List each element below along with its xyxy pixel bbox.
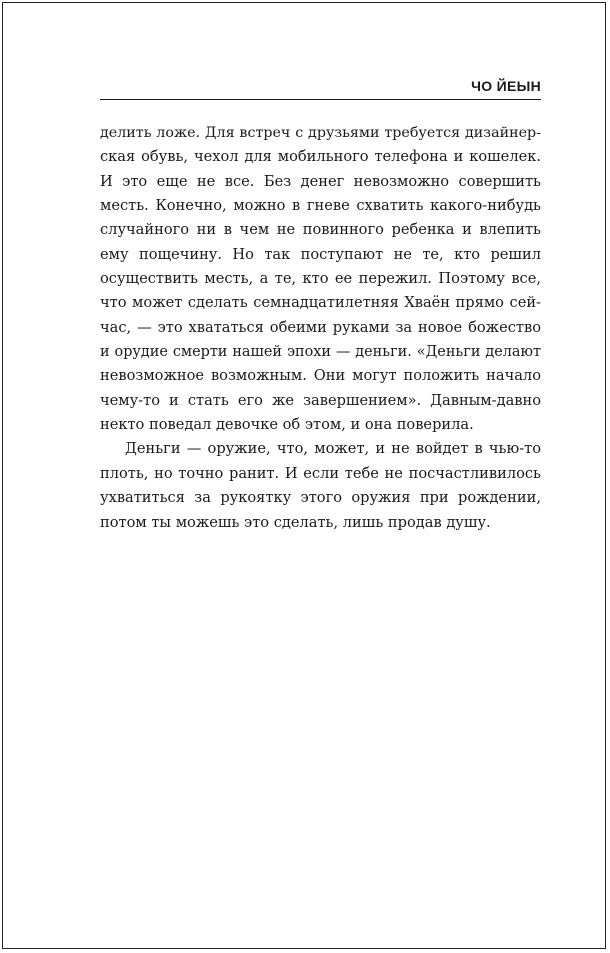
running-head-author: ЧО ЙЕЫН — [471, 78, 541, 94]
text-line: ему пощечину. Но так поступают не те, кто решил — [100, 245, 541, 263]
text-line: потом ты можешь это сделать, лишь продав душу. — [100, 513, 491, 531]
text-line: плоть, но точно ранит. И если тебе не посчастливилось — [100, 464, 541, 482]
text-line: некто поведал девочке об этом, и она поверила. — [100, 416, 474, 434]
text-line: осуществить месть, а те, кто ее пережил. Поэтому все, — [100, 270, 541, 288]
text-line: ская обувь, чехол для мобильного телефона и кошелек. — [100, 148, 541, 166]
text-line: Деньги — оружие, что, может, и не войдет в чью-то — [125, 440, 541, 458]
text-line: месть. Конечно, можно в гневе схватить какого-нибудь — [100, 197, 541, 215]
text-line: И это еще не все. Без денег невозможно совершить — [100, 172, 541, 190]
text-line: случайного ни в чем не повинного ребенка и влепить — [100, 221, 541, 239]
header-rule — [100, 99, 541, 100]
text-line: ухватиться за рукоятку этого оружия при рождении, — [100, 489, 541, 507]
text-line: чему-то и стать его же завершением». Давным-давно — [100, 391, 541, 409]
text-line: что может сделать семнадцатилетняя Хваён прямо сей- — [100, 294, 541, 312]
text-line: невозможное возможным. Они могут положить начало — [100, 367, 541, 385]
body-text — [100, 121, 541, 535]
text-line: час, — это хвататься обеими руками за новое божество — [100, 318, 541, 336]
text-line: делить ложе. Для встреч с друзьями требуется дизайнер- — [100, 125, 541, 141]
text-line: и орудие смерти нашей эпохи — деньги. «Деньги делают — [100, 344, 541, 361]
